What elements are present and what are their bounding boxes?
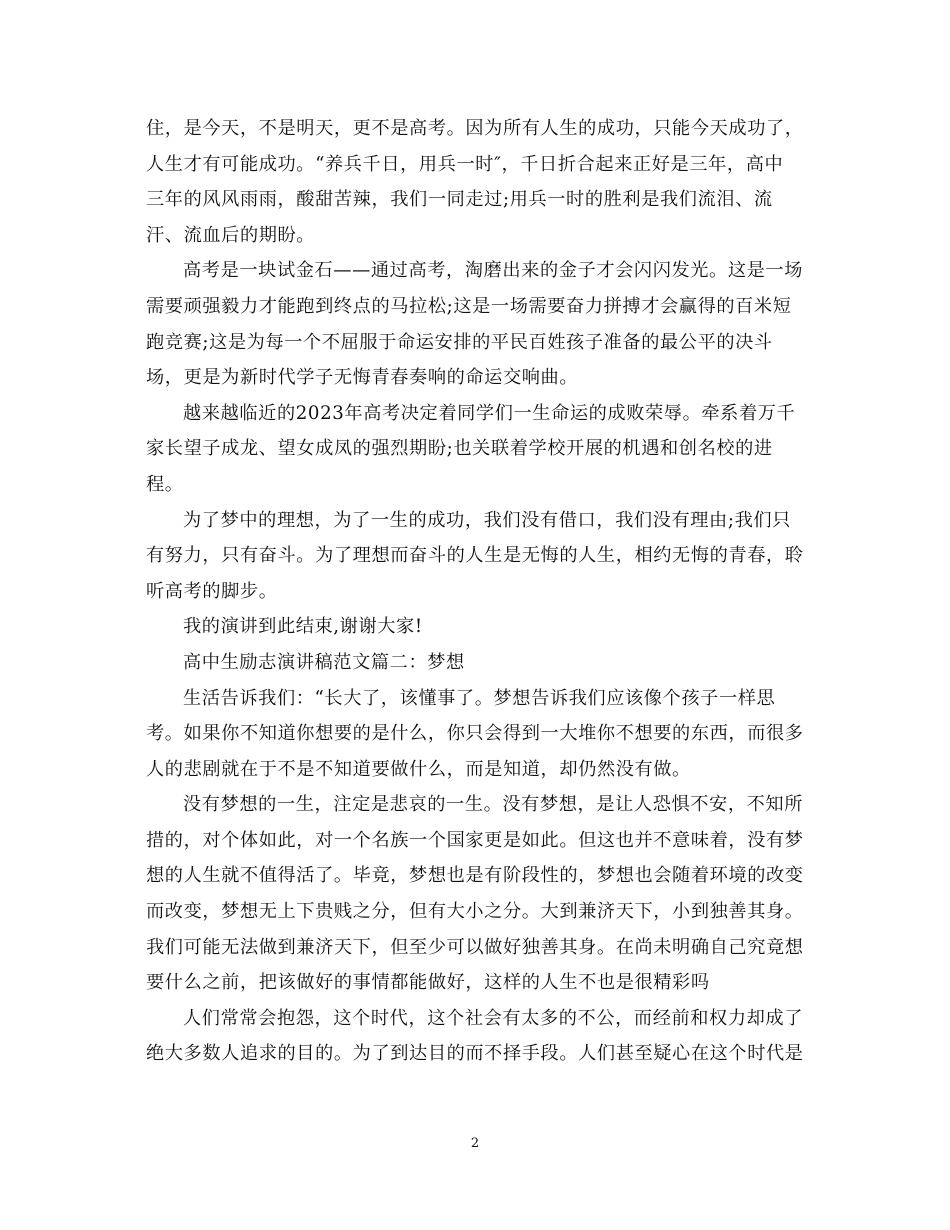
- text-line: 三年的风风雨雨，酸甜苦辣，我们一同走过;用兵一时的胜利是我们流泪、流: [146, 189, 773, 211]
- text-line: 而改变，梦想无上下贵贱之分，但有大小之分。大到兼济天下，小到独善其身。: [146, 901, 804, 923]
- text-line: 住，是今天，不是明天，更不是高考。因为所有人生的成功，只能今天成功了，: [146, 118, 804, 139]
- text-line: 场，更是为新时代学子无悔青春奏响的命运交响曲。: [146, 367, 579, 389]
- text-line: 有努力，只有奋斗。为了理想而奋斗的人生是无悔的人生，相约无悔的青春，聆: [146, 545, 804, 567]
- page-number: 2: [470, 1136, 480, 1151]
- text-line: 高考是一块试金石——通过高考，淘磨出来的金子才会闪闪发光。这是一场: [183, 260, 803, 282]
- text-line: 绝大多数人追求的目的。为了到达目的而不择手段。人们甚至疑心在这个时代是: [146, 1043, 804, 1065]
- section-heading: 高中生励志演讲稿范文篇二：梦想: [183, 651, 465, 673]
- text-line: 听高考的脚步。: [146, 580, 278, 602]
- text-line: 家长望子成龙、望女成凤的强烈期盼;也关联着学校开展的机遇和创名校的进: [146, 438, 773, 460]
- text-line: 为了梦中的理想，为了一生的成功，我们没有借口，我们没有理由;我们只: [183, 509, 791, 531]
- text-line: 生活告诉我们：“长大了，该懂事了。梦想告诉我们应该像个孩子一样思: [183, 687, 776, 709]
- text-line: 需要顽强毅力才能跑到终点的马拉松;这是一场需要奋力拼搏才会赢得的百米短: [146, 295, 792, 317]
- text-line: 我的演讲到此结束,谢谢大家!: [183, 616, 423, 638]
- text-line: 人的悲剧就在于不是不知道要做什么，而是知道，却仍然没有做。: [146, 758, 691, 780]
- body-text: [146, 111, 806, 1072]
- text-line: 想的人生就不值得活了。毕竟，梦想也是有阶段性的，梦想也会随着环境的改变: [146, 865, 804, 887]
- text-line: 我们可能无法做到兼济天下，但至少可以做好独善其身。在尚未明确自己究竟想: [146, 936, 804, 958]
- text-line: 人生才有可能成功。“养兵千日，用兵一时″，千日折合起来正好是三年，高中: [146, 153, 784, 175]
- text-line: 没有梦想的一生，注定是悲哀的一生。没有梦想，是让人恐惧不安，不知所: [183, 794, 803, 816]
- text-line: 越来越临近的2023年高考决定着同学们一生命运的成败荣辱。牵系着万千: [183, 402, 796, 424]
- text-line: 汗、流血后的期盼。: [146, 224, 316, 246]
- text-line: 考。如果你不知道你想要的是什么，你只会得到一大堆你不想要的东西，而很多: [146, 723, 804, 745]
- text-line: 要什么之前，把该做好的事情都能做好，这样的人生不也是很精彩吗: [146, 972, 710, 994]
- text-line: 跑竞赛;这是为每一个不屈服于命运安排的平民百姓孩子准备的最公平的决斗: [146, 331, 773, 353]
- text-line: 程。: [146, 473, 184, 495]
- text-line: 人们常常会抱怨，这个时代，这个社会有太多的不公，而经前和权力却成了: [183, 1007, 803, 1029]
- text-line: 措的，对个体如此，对一个名族一个国家更是如此。但这也并不意味着，没有梦: [146, 829, 804, 851]
